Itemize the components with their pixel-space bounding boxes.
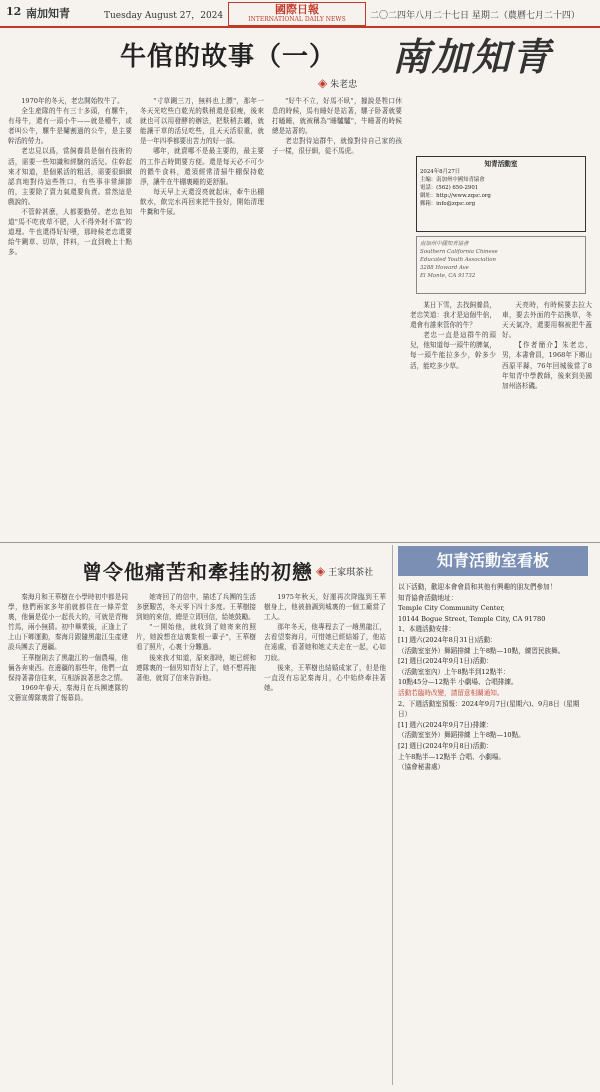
paragraph: 每天早上天還沒亮就起床，牽牛出棚飲水，飲完水再回來把牛拴好，開始清理牛糞和牛尿。 <box>140 187 264 217</box>
diamond-icon: ◈ <box>318 76 328 90</box>
author-name: 朱老忠 <box>330 80 358 90</box>
notice-board <box>398 582 588 882</box>
paragraph: 1970年的冬天，老忠開始牧牛了。 <box>21 97 124 105</box>
notice-line: [2] 週日(2024年9月1日)活動： <box>398 657 493 666</box>
paper-name: 國際日報 <box>275 3 319 16</box>
notice-line: 10點45分—12點半 小劇場、合唱排練。 <box>398 678 518 687</box>
info-line: 郵箱：info@zqsc.org <box>420 201 476 207</box>
address-line: El Monte, CA 91732 <box>420 273 476 279</box>
notice-line: Temple City Community Center, <box>398 604 505 613</box>
paragraph: 1969年春天，秦海月在兵團連隊的文藝宣傳隊裏當了報幕員。 <box>8 683 128 702</box>
article-column <box>8 592 128 1086</box>
paragraph: 全生産隊的牛有三十多頭，有騾牛，有母牛，還有一頭小牛——就是種牛，或者叫公牛，騾牛是閹割過的公牛，是主要幹活的勞力。 <box>8 107 132 146</box>
paragraph: 那年冬天，他專程去了一趟黑龍江，去看望秦海月，可惜她已經結婚了，他站在遠處，看著她和她丈夫走在一起，心如刀絞。 <box>264 623 386 662</box>
address-line: 南加州中國知青協會 <box>420 241 469 247</box>
notice-line: 上午8點半—12點半 合唱、小劇場。 <box>398 752 505 761</box>
paragraph: 老忠對待這群牛，就像對待自己家的孩子一樣，很仔細，從不馬虎。 <box>272 137 402 156</box>
notice-line: （活動室室外）舞蹈排練 上午8點—10點，練習民族舞。 <box>398 646 565 655</box>
info-line: 2024年8月27日 <box>420 169 461 175</box>
info-box <box>416 156 586 232</box>
notice-line: 10144 Bogue Street, Temple City, CA 91780 <box>398 614 546 623</box>
info-line: 主編：南加州中國知青協會 <box>420 177 485 183</box>
notice-line: （協會秘書處） <box>398 763 445 772</box>
paragraph: 不管幹甚麽，人都要勤勞。老忠也知道"馬不吃夜草不肥，人不得外財不富"的道理。牛也還得好好喂，那時候老忠還要給牛鍘草、切草，拌料，一直到晚上十點多。 <box>8 208 132 257</box>
article-column <box>502 300 592 536</box>
notice-line: 1、本週活動安排： <box>398 625 455 634</box>
paragraph: 王華樹則去了黑龍江的一個農場，他倆各奔東西。在邊疆的那些年，他們一直保持著書信往來，互相訴說著思念之情。 <box>8 653 128 682</box>
notice-line: 活動若臨時改變，請留意相關通知。 <box>398 688 504 697</box>
paper-name-en: INTERNATIONAL DAILY NEWS <box>248 16 346 23</box>
paragraph: 【作者簡介】朱老忠，男，本書會員，1968年下鄉山西原平縣，76年回城後當了8年知青中學教師，後來到美國加州洛杉磯。 <box>502 341 592 390</box>
paragraph: 老忠見以爲，當飼養員是個有技術的活，需要一些知識和經驗的活兒。住幹起來才知道，是個累活的粗活，需要很細緻認真地對待這些牲口，有些事非常細節的，主要除了賣力氣還要負責。當然這是戲說的。 <box>8 147 132 206</box>
page-number: 12 <box>6 5 22 18</box>
info-line: 網址：http://www.zqsc.org <box>420 193 491 199</box>
notice-line: [1] 週六(2024年8月31日)活動： <box>398 635 497 644</box>
article-column <box>264 592 386 1086</box>
address-line: Educated Youth Association <box>420 257 497 263</box>
author-name: 王家琪茶社 <box>328 568 374 578</box>
paragraph: 天亮時，有時候要去拉大車，要去外面的牛站換草，冬天天氣冷，還要用棉被把牛蓋好。 <box>502 301 592 340</box>
notice-line: 2、下週活動室預報：2024年9月7日(星期六)、9月8日（星期日） <box>398 699 580 719</box>
notice-line: （活動室室內）上午8點半到12點半： <box>398 667 510 676</box>
column-divider <box>392 545 393 1085</box>
paragraph: 某日下雪，去找飼養員，老忠笑道：我才是這個牛倌，還會有誰來管你的牛？ <box>410 301 496 330</box>
byline <box>316 564 373 578</box>
article-column <box>8 96 132 536</box>
chinese-date: 二〇二四年八月二十七日 星期二（農曆七月二十四） <box>370 11 580 21</box>
article-column <box>140 96 264 536</box>
address-line: Southern California Chinese <box>420 249 498 255</box>
notice-line: [2] 週日(2024年9月8日)活動： <box>398 741 493 750</box>
section-divider <box>0 542 600 543</box>
paragraph: 她寄回了的信中，描述了兵團的生活多麽艱苦，冬天零下四十多度。王華樹接到她的來信，總是立即回信，給她鼓勵。 <box>136 593 256 622</box>
paragraph: "寸草鍘三刀，無料也上膘"，那年一冬天光吃些白乾光的麩稍還是很瘦，後來就也可以用發酵的辦法，把麩稍去曬，就能讓干草的活兒吃些，且天天活很重，就是一年四季都要出苦力的好一部。 <box>140 97 264 146</box>
notice-line: [1] 週六(2024年9月7日)排練： <box>398 720 493 729</box>
paragraph: "一開始他，就收到了她寄來的照片，她說想在這裏紮根一輩子"，王華樹看了照片，心裏十分難過。 <box>136 623 256 652</box>
section-name: 南加知青 <box>26 7 70 20</box>
paragraph: 哪年，就賣哪不是最主要的，最主要的工作占時間要方便。還是每天必不可少的餵牛食料，還須經常清掃牛棚保持乾淨，讓牛在牛棚裏睡的更舒服。 <box>140 147 264 186</box>
address-line: 3288 Howard Ave <box>420 265 469 271</box>
paragraph: 後來我才知道，原來那時，她已經和連隊裏的一個男知青好上了，她不想再拖著他，就寫了信來告訴他。 <box>136 653 256 682</box>
article-column <box>136 592 256 1086</box>
diamond-icon: ◈ <box>316 564 326 578</box>
article-title: 牛倌的故事（一） <box>120 42 337 72</box>
notice-line: （活動室室外）舞蹈排練 上午8點—10點。 <box>398 731 525 740</box>
notice-line: 以下活動，歡迎本會會員和其他有興趣的朋友們參加！ <box>398 583 557 591</box>
info-box-title: 知青活動室 <box>484 160 518 168</box>
paragraph: 1975年秋天，好運再次降臨到王華樹身上，他被抽調到城裏的一個工廠當了工人。 <box>264 593 386 622</box>
notice-banner: 知青活動室看板 <box>398 546 588 576</box>
paragraph: 後來，王華樹也結婚成家了，但是他一直沒有忘記秦海月，心中始終牽挂著她。 <box>264 663 386 692</box>
page-header <box>0 0 600 28</box>
article-title: 曾令他痛苦和牽挂的初戀 <box>82 560 313 584</box>
paragraph: "好牛不立，好馬不臥"，據說是牲口休息的時候，馬有睡好是站著，騾子卧著就要打瞌睡，就被稱為"睡驢驢"，牛睡著的時候總是站著的。 <box>272 97 402 136</box>
paragraph: 老忠一直是這群牛的頭兒，他知道每一頭牛的脾氣，每一頭牛能拉多少，幹多少活，能吃多少草。 <box>410 331 496 370</box>
info-line: 電話：(562) 650-2901 <box>420 185 479 191</box>
section-brand: 南加知青 <box>392 34 553 79</box>
article-column <box>410 300 496 536</box>
address-box <box>416 236 586 294</box>
byline <box>318 76 357 90</box>
masthead <box>228 2 366 26</box>
paragraph: 秦海月和王華樹在小學時初中都是同學，他們兩家多年前就都住在一條弄堂裏，他倆是從小一起長大的，可就是青梅竹馬，兩小無猜。初中畢業後，正逢上了上山下鄉運動，秦海月跟隨黑龍江生產建設兵團去了邊疆。 <box>8 593 128 652</box>
notice-line: 知青協會活動地址： <box>398 593 458 602</box>
english-date: Tuesday August 27，2024 <box>104 11 224 21</box>
article-column <box>272 96 402 536</box>
